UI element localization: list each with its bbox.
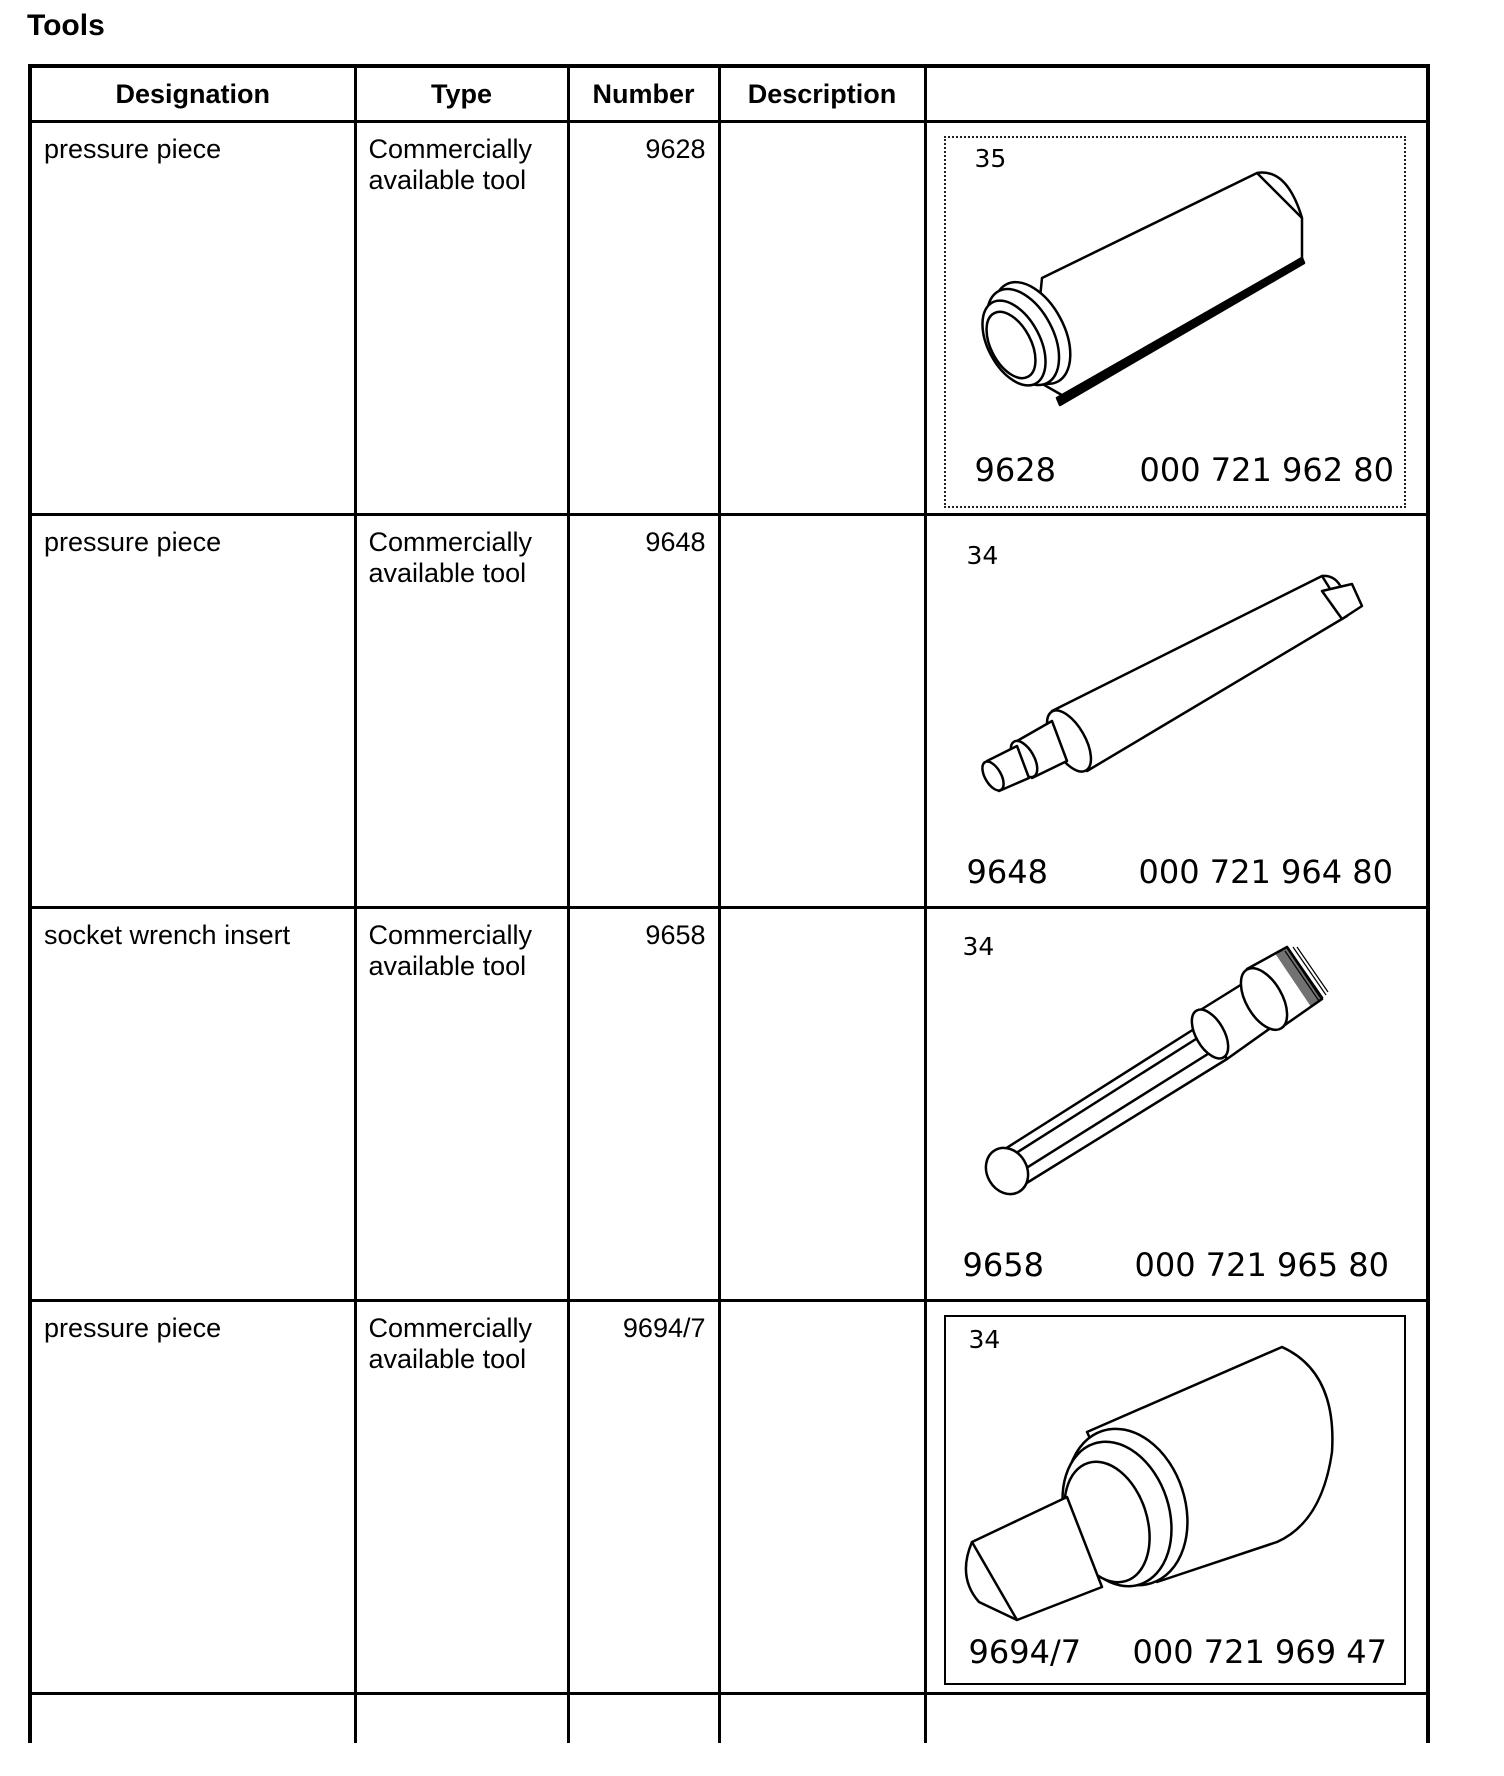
empty-cell	[30, 1694, 355, 1744]
number-text: 9658	[645, 920, 706, 950]
table-header-row	[30, 66, 1428, 122]
description-text	[721, 516, 924, 527]
designation-text: pressure piece	[44, 527, 222, 557]
table-row	[30, 1301, 1428, 1694]
tools-table	[28, 64, 1430, 1743]
illustration-tool-number: 9628	[974, 451, 1056, 489]
header-description: Description	[719, 66, 925, 122]
number-text: 9694/7	[622, 1313, 706, 1343]
header-type: Type	[355, 66, 568, 122]
description-cell	[719, 1301, 925, 1694]
illustration-part-number: 000 721 964 80	[1138, 853, 1393, 891]
type-cell	[355, 122, 568, 515]
illustration-cell	[925, 908, 1428, 1301]
number-text: 9628	[645, 134, 706, 164]
type-text: Commercially available tool	[368, 527, 533, 588]
designation-cell	[30, 122, 355, 515]
empty-cell	[568, 1694, 719, 1744]
illustration-tool-number: 9694/7	[968, 1633, 1082, 1671]
number-cell	[568, 908, 719, 1301]
designation-text: pressure piece	[44, 1313, 222, 1343]
pressure-piece-stepped-pin-icon	[927, 516, 1430, 906]
table-row-empty	[30, 1694, 1428, 1744]
number-cell	[568, 1301, 719, 1694]
header-number: Number	[568, 66, 719, 122]
number-cell	[568, 122, 719, 515]
number-cell	[568, 515, 719, 908]
tool-illustration	[927, 1302, 1427, 1692]
table-row	[30, 515, 1428, 908]
illustration-part-number: 000 721 965 80	[1134, 1246, 1389, 1284]
type-cell	[355, 515, 568, 908]
illustration-cell	[925, 1301, 1428, 1694]
tool-illustration	[927, 909, 1427, 1299]
empty-cell	[925, 1694, 1428, 1744]
illustration-index: 35	[974, 144, 1007, 173]
illustration-tool-number: 9658	[962, 1246, 1044, 1284]
description-text	[721, 123, 924, 134]
table-row	[30, 908, 1428, 1301]
header-illustration	[925, 66, 1428, 122]
illustration-part-number: 000 721 962 80	[1139, 451, 1394, 489]
description-cell	[719, 515, 925, 908]
illustration-cell	[925, 122, 1428, 515]
page-title: Tools	[27, 9, 105, 42]
description-cell	[719, 122, 925, 515]
tool-illustration	[927, 123, 1427, 513]
header-designation: Designation	[30, 66, 355, 122]
empty-cell	[355, 1694, 568, 1744]
table-row	[30, 122, 1428, 515]
number-text: 9648	[645, 527, 706, 557]
illustration-index: 34	[968, 1325, 1001, 1354]
designation-cell	[30, 908, 355, 1301]
socket-wrench-insert-icon	[927, 909, 1430, 1299]
illustration-index: 34	[962, 932, 995, 961]
type-text: Commercially available tool	[368, 134, 533, 195]
designation-text: socket wrench insert	[44, 920, 291, 950]
type-text: Commercially available tool	[368, 920, 533, 981]
type-cell	[355, 908, 568, 1301]
illustration-cell	[925, 515, 1428, 908]
description-cell	[719, 908, 925, 1301]
empty-cell	[719, 1694, 925, 1744]
designation-text: pressure piece	[44, 134, 222, 164]
description-text	[721, 909, 924, 920]
designation-cell	[30, 1301, 355, 1694]
designation-cell	[30, 515, 355, 908]
type-cell	[355, 1301, 568, 1694]
tool-illustration	[927, 516, 1427, 906]
illustration-part-number: 000 721 969 47	[1132, 1633, 1387, 1671]
illustration-index: 34	[966, 541, 999, 570]
description-text	[721, 1302, 924, 1313]
illustration-tool-number: 9648	[966, 853, 1048, 891]
type-text: Commercially available tool	[368, 1313, 533, 1374]
